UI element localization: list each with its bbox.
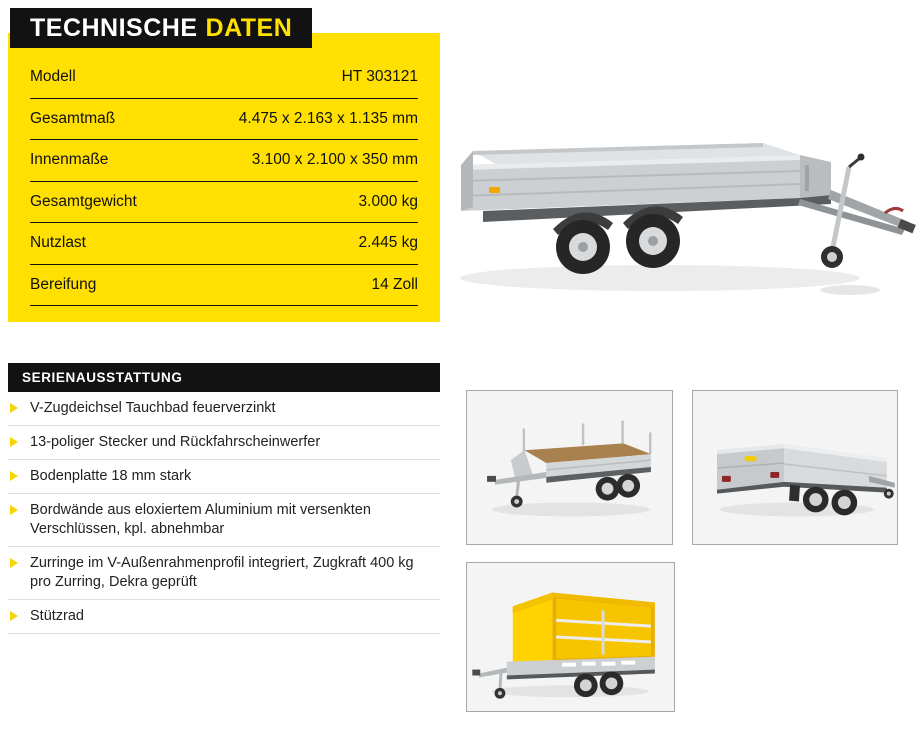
trailer-tarp-illustration: [467, 563, 674, 711]
bullet-triangle-icon: [10, 505, 18, 515]
spec-value: 3.000 kg: [358, 192, 418, 210]
equipment-item-text: Bodenplatte 18 mm stark: [30, 468, 192, 484]
page-title-part1: TECHNISCHE: [30, 13, 198, 42]
drawbar: [479, 668, 507, 678]
table-row: [30, 223, 418, 265]
table-row: [30, 182, 418, 224]
equipment-item-text: 13-poliger Stecker und Rückfahrscheinwerfer: [30, 434, 321, 450]
spec-label: Bereifung: [30, 275, 97, 293]
bullet-triangle-icon: [10, 611, 18, 621]
spec-label: Modell: [30, 68, 76, 86]
spec-label: Gesamtgewicht: [30, 192, 137, 210]
bullet-triangle-icon: [10, 471, 18, 481]
equipment-section-title: [8, 363, 440, 392]
spec-value: 14 Zoll: [371, 275, 418, 293]
list-item: [8, 494, 440, 547]
equipment-item-text: Bordwände aus eloxiertem Aluminium mit versenkten Verschlüssen, kpl. abnehmbar: [30, 502, 371, 537]
spec-label: Innenmaße: [30, 151, 109, 169]
spec-label: Nutzlast: [30, 234, 86, 252]
bullet-triangle-icon: [10, 558, 18, 568]
table-row: [30, 57, 418, 99]
trailer-side-view-illustration: [455, 95, 923, 310]
list-item: [8, 392, 440, 426]
equipment-list: [8, 392, 440, 634]
spec-label: Gesamtmaß: [30, 109, 116, 127]
main-trailer-photo: [455, 95, 923, 310]
table-row: [30, 99, 418, 141]
list-item: [8, 460, 440, 494]
spec-value: 3.100 x 2.100 x 350 mm: [251, 151, 418, 169]
list-item: [8, 547, 440, 600]
page-title: [10, 8, 312, 48]
spec-value: 2.445 kg: [358, 234, 418, 252]
equipment-item-text: Zurringe im V-Außenrahmenprofil integriert, Zugkraft 400 kg pro Zurring, Dekra geprüft: [30, 555, 414, 590]
thumbnail-platform-photo: [466, 390, 673, 545]
list-item: [8, 600, 440, 634]
list-item: [8, 426, 440, 460]
table-row: [30, 140, 418, 182]
equipment-title-text: SERIENAUSSTATTUNG: [22, 370, 183, 385]
thumbnail-tarp-photo: [466, 562, 675, 712]
spec-table: [30, 57, 418, 306]
equipment-item-text: V-Zugdeichsel Tauchbad feuerverzinkt: [30, 400, 276, 416]
trailer-platform-illustration: [467, 391, 672, 544]
bullet-triangle-icon: [10, 437, 18, 447]
table-row: [30, 265, 418, 307]
bullet-triangle-icon: [10, 403, 18, 413]
trailer-rear-view-illustration: [693, 391, 897, 544]
spec-value: HT 303121: [341, 68, 418, 86]
thumbnail-rear-view-photo: [692, 390, 898, 545]
page-title-part2: DATEN: [205, 13, 293, 42]
equipment-item-text: Stützrad: [30, 608, 84, 624]
tandem-wheels: [556, 214, 680, 274]
spec-value: 4.475 x 2.163 x 1.135 mm: [238, 109, 418, 127]
